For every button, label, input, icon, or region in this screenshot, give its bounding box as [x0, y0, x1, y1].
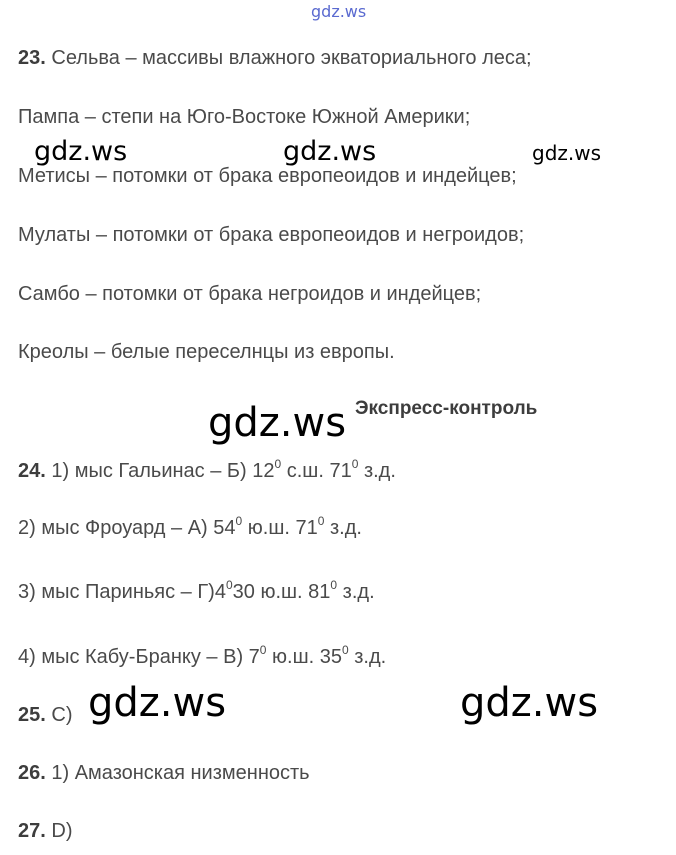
q24-item-3-b: 30 ю.ш. 81: [232, 581, 331, 603]
q24-item-2-b: ю.ш. 71: [242, 517, 318, 539]
q24-item-4-b: ю.ш. 35: [266, 646, 342, 668]
q24-item-2-a: 2) мыс Фроуард – А) 54: [18, 517, 236, 539]
q23-text-3: Метисы – потомки от брака европеоидов и индейцев;: [18, 165, 517, 187]
q23-number: 23.: [18, 47, 46, 69]
q23-line-6: [18, 341, 395, 364]
q23-text-5: Самбо – потомки от брака негроидов и индейцев;: [18, 283, 482, 305]
watermark-row1-left: gdz.ws: [34, 136, 128, 167]
q24-line-2: [18, 514, 362, 540]
q26-line: [18, 762, 310, 785]
q27-number: 27.: [18, 820, 46, 842]
degree-mark: 0: [317, 514, 325, 528]
section-heading: Экспресс-контроль: [355, 398, 538, 419]
q24-item-3-c: з.д.: [337, 581, 375, 603]
q23-line-2: [18, 106, 470, 129]
degree-mark: 0: [351, 457, 359, 471]
q23-line-4: [18, 224, 524, 247]
q27-line: [18, 820, 72, 843]
q24-line-1: [18, 457, 396, 483]
q26-answer: 1) Амазонская низменность: [45, 762, 310, 784]
q24-item-1-c: з.д.: [358, 460, 396, 482]
q24-line-3: [18, 578, 375, 604]
watermark-row2-left: gdz.ws: [88, 680, 227, 726]
q23-text-4: Мулаты – потомки от брака европеоидов и негроидов;: [18, 224, 525, 246]
q23-text-6: Креолы – белые переселнцы из европы.: [18, 341, 395, 363]
q24-item-3-a: 3) мыс Париньяс – Г)4: [18, 581, 226, 603]
watermark-row1-mid: gdz.ws: [283, 136, 377, 167]
q24-item-2-c: з.д.: [324, 517, 362, 539]
q23-line-5: [18, 283, 481, 306]
q26-number: 26.: [18, 762, 46, 784]
watermark-row1-right: gdz.ws: [532, 141, 602, 165]
q24-line-4: [18, 643, 387, 669]
q25-number: 25.: [18, 704, 46, 726]
watermark-mid: gdz.ws: [208, 400, 347, 446]
q25-answer: С): [45, 704, 73, 726]
q23-text-2: Пампа – степи на Юго-Востоке Южной Америки;: [18, 106, 471, 128]
q23-text-1: Сельва – массивы влажного экваториального леса;: [51, 47, 532, 69]
degree-mark: 0: [225, 578, 233, 592]
degree-mark: 0: [235, 514, 243, 528]
q25-line: [18, 704, 72, 727]
degree-mark: 0: [330, 578, 338, 592]
q27-answer: D): [45, 820, 73, 842]
q23-line-3: [18, 165, 517, 188]
q24-item-4-a: 4) мыс Кабу-Бранку – В) 7: [18, 646, 260, 668]
q24-number: 24.: [18, 460, 46, 482]
degree-mark: 0: [259, 643, 267, 657]
q24-item-1-a: 1) мыс Гальинас – Б) 12: [51, 460, 275, 482]
watermark-top: gdz.ws: [311, 2, 367, 21]
watermark-row2-right: gdz.ws: [460, 680, 599, 726]
degree-mark: 0: [342, 643, 349, 657]
q23-line-1: [18, 47, 532, 70]
q24-item-1-b: с.ш. 71: [281, 460, 352, 482]
degree-mark: 0: [274, 457, 282, 471]
q24-item-4-c: з.д.: [348, 646, 387, 668]
